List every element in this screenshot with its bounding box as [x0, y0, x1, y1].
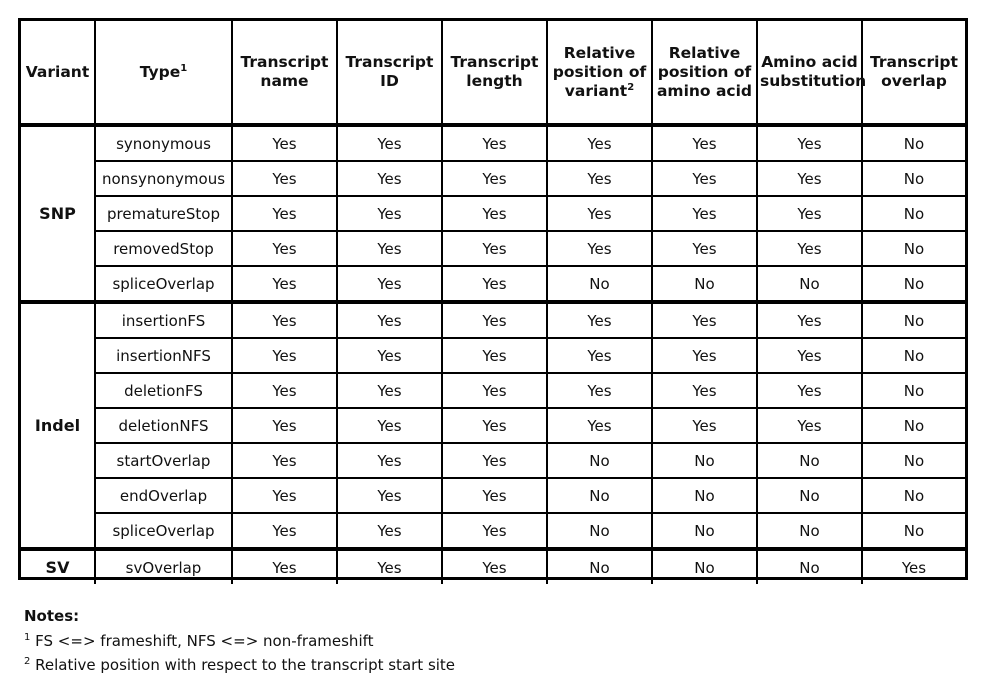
value-cell: No [652, 549, 757, 584]
value-cell: Yes [442, 125, 547, 161]
header-line: amino acid [656, 81, 753, 100]
header-line: Transcript [345, 53, 434, 71]
value-cell: Yes [757, 196, 862, 231]
header-line: Relative [668, 43, 741, 62]
variant-group-cell: SV [21, 549, 95, 584]
value-cell: No [547, 478, 652, 513]
header-line: position of [657, 62, 752, 81]
note-marker: 1 [24, 631, 31, 643]
notes-title: Notes: [24, 607, 80, 625]
table-row [21, 373, 965, 408]
value-cell: Yes [652, 338, 757, 373]
value-cell: Yes [442, 443, 547, 478]
value-cell: No [862, 513, 965, 549]
value-cell: No [862, 443, 965, 478]
value-cell: No [862, 408, 965, 443]
type-cell: insertionFS [95, 302, 232, 338]
value-cell: Yes [232, 266, 337, 302]
table-row [21, 125, 965, 161]
value-cell: Yes [652, 125, 757, 161]
value-cell: Yes [232, 478, 337, 513]
value-cell: Yes [757, 373, 862, 408]
value-cell: Yes [337, 338, 442, 373]
type-cell: prematureStop [95, 196, 232, 231]
header-line: Transcript [870, 53, 958, 71]
type-cell: nonsynonymous [95, 161, 232, 196]
value-cell: Yes [652, 161, 757, 196]
value-cell: Yes [442, 266, 547, 302]
value-cell: Yes [547, 125, 652, 161]
value-cell: No [652, 266, 757, 302]
header-line: ID [380, 72, 399, 90]
value-cell: Yes [337, 125, 442, 161]
header-line: Amino acid [761, 53, 858, 71]
value-cell: Yes [337, 231, 442, 266]
notes-section [24, 604, 455, 678]
value-cell: Yes [232, 549, 337, 584]
value-cell: Yes [337, 443, 442, 478]
variant-group-cell: Indel [21, 302, 95, 549]
value-cell: Yes [652, 408, 757, 443]
value-cell: Yes [442, 302, 547, 338]
header-line: name [260, 72, 309, 90]
type-cell: spliceOverlap [95, 513, 232, 549]
header-type-footnote: 1 [180, 62, 188, 74]
value-cell: Yes [232, 513, 337, 549]
type-cell: deletionNFS [95, 408, 232, 443]
value-cell: No [862, 266, 965, 302]
header-transcript-length [442, 21, 547, 125]
table-row [21, 478, 965, 513]
header-transcript-overlap [862, 21, 965, 125]
value-cell: Yes [757, 125, 862, 161]
value-cell: Yes [442, 196, 547, 231]
value-cell: No [757, 266, 862, 302]
header-relative-position-variant [547, 21, 652, 125]
value-cell: No [652, 443, 757, 478]
value-cell: Yes [757, 231, 862, 266]
value-cell: No [547, 549, 652, 584]
value-cell: No [862, 338, 965, 373]
note-item [24, 629, 455, 654]
value-cell: Yes [547, 408, 652, 443]
header-row [21, 21, 965, 125]
type-cell: synonymous [95, 125, 232, 161]
value-cell: Yes [442, 161, 547, 196]
value-cell: Yes [757, 338, 862, 373]
value-cell: Yes [547, 373, 652, 408]
type-cell: removedStop [95, 231, 232, 266]
value-cell: No [547, 266, 652, 302]
value-cell: Yes [232, 408, 337, 443]
type-cell: spliceOverlap [95, 266, 232, 302]
table-row [21, 338, 965, 373]
value-cell: Yes [232, 373, 337, 408]
value-cell: No [652, 513, 757, 549]
variant-group-cell: SNP [21, 125, 95, 302]
header-variant-footnote: 2 [627, 81, 635, 93]
header-line: Transcript [240, 53, 329, 71]
header-transcript-id [337, 21, 442, 125]
value-cell: Yes [232, 443, 337, 478]
table-row [21, 408, 965, 443]
value-cell: Yes [547, 231, 652, 266]
table-row [21, 266, 965, 302]
note-text: FS <=> frameshift, NFS <=> non-frameshift [35, 631, 374, 650]
value-cell: Yes [337, 478, 442, 513]
type-cell: svOverlap [95, 549, 232, 584]
value-cell: Yes [652, 231, 757, 266]
value-cell: Yes [232, 231, 337, 266]
table-row [21, 443, 965, 478]
value-cell: Yes [442, 373, 547, 408]
value-cell: Yes [232, 338, 337, 373]
value-cell: No [757, 513, 862, 549]
type-cell: deletionFS [95, 373, 232, 408]
value-cell: No [862, 196, 965, 231]
value-cell: Yes [337, 549, 442, 584]
header-line: position of [552, 62, 647, 81]
header-line: overlap [881, 72, 947, 90]
value-cell: Yes [442, 338, 547, 373]
value-cell: No [652, 478, 757, 513]
variant-annotation-table [21, 21, 965, 584]
value-cell: Yes [757, 302, 862, 338]
header-line: length [466, 72, 523, 90]
value-cell: Yes [442, 478, 547, 513]
value-cell: Yes [442, 231, 547, 266]
value-cell: No [862, 478, 965, 513]
header-variant [21, 21, 95, 125]
value-cell: Yes [232, 302, 337, 338]
value-cell: Yes [757, 408, 862, 443]
value-cell: Yes [757, 161, 862, 196]
header-variant-label: Variant [25, 62, 90, 81]
value-cell: No [757, 443, 862, 478]
value-cell: No [757, 549, 862, 584]
value-cell: Yes [337, 302, 442, 338]
header-line: substitution [760, 72, 867, 90]
header-line: Relative [563, 43, 636, 62]
type-cell: startOverlap [95, 443, 232, 478]
value-cell: Yes [442, 549, 547, 584]
value-cell: Yes [547, 161, 652, 196]
value-cell: Yes [337, 408, 442, 443]
value-cell: No [862, 231, 965, 266]
header-transcript-name [232, 21, 337, 125]
table-row [21, 302, 965, 338]
value-cell: Yes [232, 125, 337, 161]
value-cell: Yes [337, 161, 442, 196]
header-type [95, 21, 232, 125]
value-cell: Yes [337, 196, 442, 231]
value-cell: Yes [862, 549, 965, 584]
value-cell: Yes [547, 196, 652, 231]
table-row [21, 196, 965, 231]
type-cell: endOverlap [95, 478, 232, 513]
value-cell: Yes [652, 373, 757, 408]
value-cell: Yes [232, 161, 337, 196]
header-type-label: Type [139, 62, 181, 81]
value-cell: No [862, 161, 965, 196]
header-line: Transcript [450, 53, 539, 71]
table-row [21, 161, 965, 196]
value-cell: Yes [337, 373, 442, 408]
value-cell: Yes [652, 196, 757, 231]
value-cell: No [547, 443, 652, 478]
table-body [21, 125, 965, 584]
header-amino-acid-substitution [757, 21, 867, 125]
value-cell: No [547, 513, 652, 549]
value-cell: Yes [442, 408, 547, 443]
value-cell: Yes [337, 266, 442, 302]
table-row [21, 513, 965, 549]
table-row [21, 231, 965, 266]
value-cell: Yes [337, 513, 442, 549]
value-cell: Yes [547, 338, 652, 373]
table-row [21, 549, 965, 584]
value-cell: Yes [547, 302, 652, 338]
note-marker: 2 [24, 656, 31, 667]
value-cell: No [862, 302, 965, 338]
value-cell: No [757, 478, 862, 513]
value-cell: No [862, 125, 965, 161]
value-cell: No [862, 373, 965, 408]
header-relative-position-amino-acid [652, 21, 757, 125]
variant-annotation-table-frame [18, 18, 968, 580]
value-cell: Yes [652, 302, 757, 338]
header-line: variant [564, 81, 628, 100]
type-cell: insertionNFS [95, 338, 232, 373]
note-item [24, 653, 455, 678]
note-text: Relative position with respect to the transcript start site [35, 656, 456, 674]
value-cell: Yes [232, 196, 337, 231]
value-cell: Yes [442, 513, 547, 549]
